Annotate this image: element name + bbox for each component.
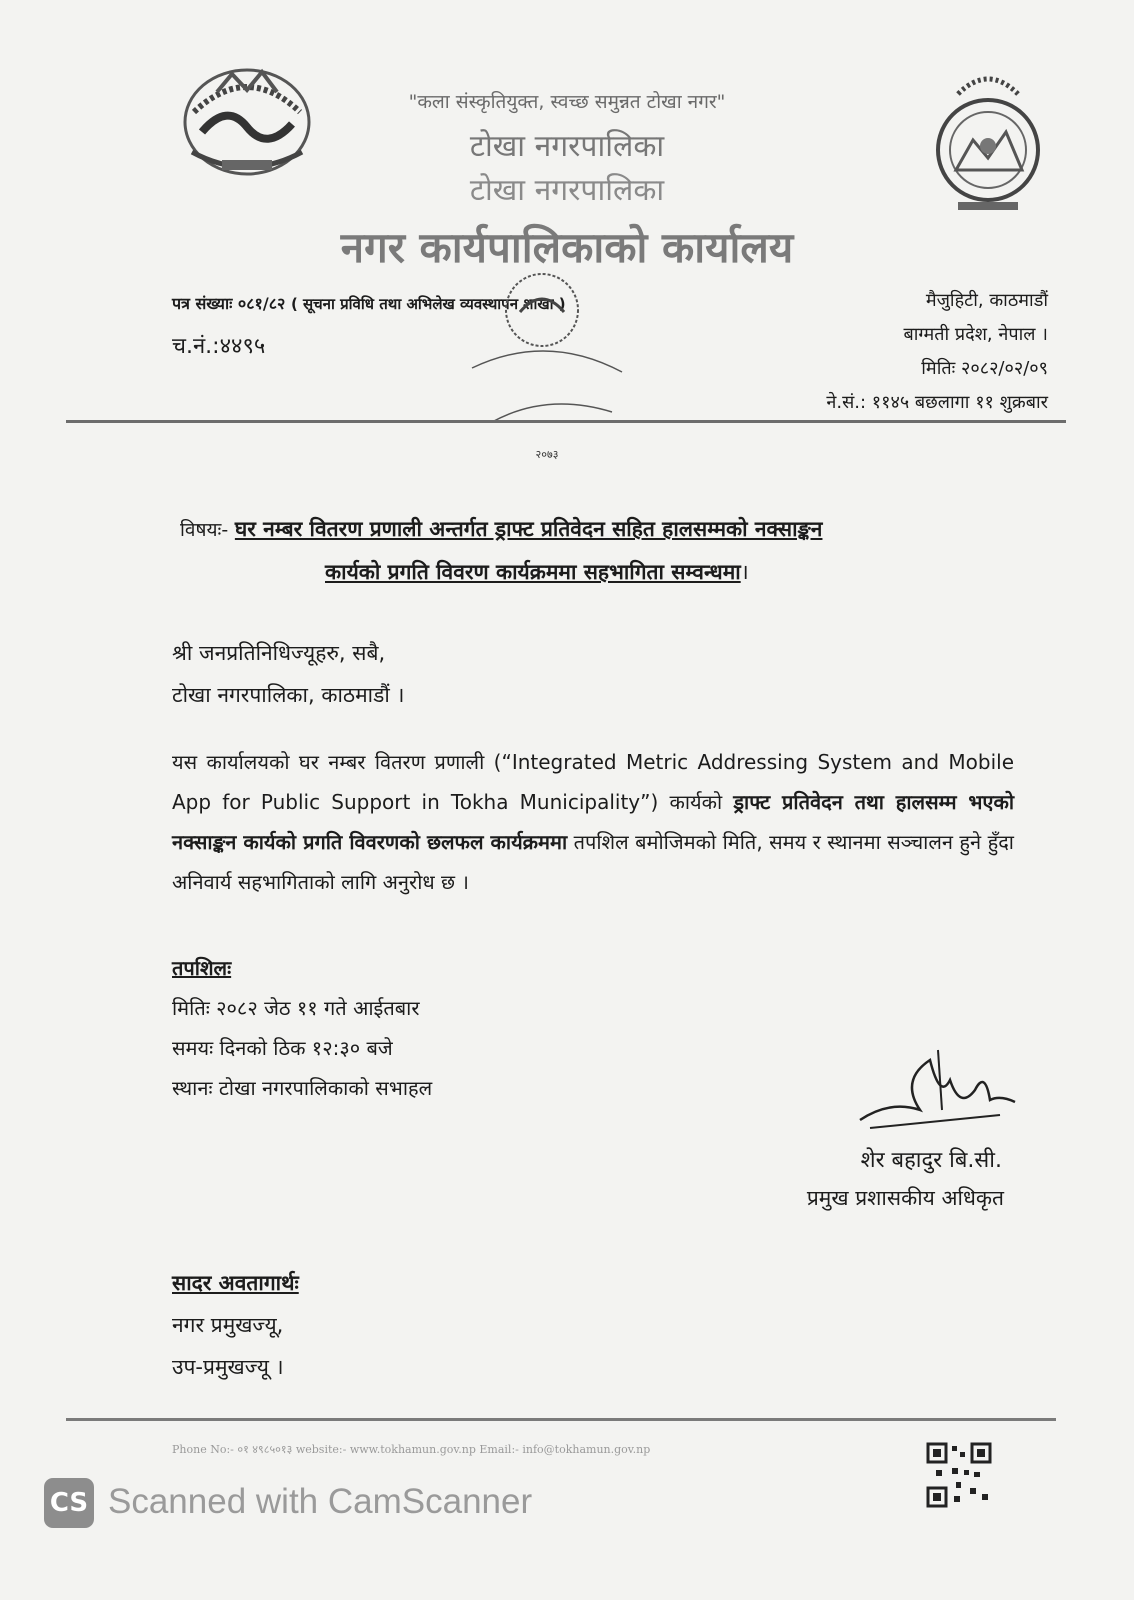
signatory-name: शेर बहादुर बि.सी. xyxy=(860,1148,1002,1173)
cc-line-1: नगर प्रमुखज्यू, xyxy=(172,1313,284,1337)
event-venue: स्थानः टोखा नगरपालिकाको सभाहल xyxy=(172,1076,433,1100)
footer-divider xyxy=(66,1418,1056,1421)
addressee-line-2: टोखा नगरपालिका, काठमाडौं । xyxy=(172,683,405,707)
addressee-block xyxy=(172,632,404,716)
ref-number-value: ०८१/८२ xyxy=(237,294,286,313)
subject-label: विषयः- xyxy=(180,519,229,541)
municipality-motto: "कला संस्कृतियुक्त, स्वच्छ समुन्नत टोखा नगर" xyxy=(408,91,726,113)
event-date: मितिः २०८२ जेठ ११ गते आईतबार xyxy=(172,996,420,1020)
office-title: नगर कार्यपालिकाको कार्यालय xyxy=(340,223,794,272)
dispatch-number xyxy=(172,330,265,360)
dispatch-number-label: च.नं.: xyxy=(172,334,220,359)
event-time: समयः दिनको ठिक १२:३० बजे xyxy=(172,1036,393,1060)
subject-line-1: घर नम्बर वितरण प्रणाली अन्तर्गत ड्राफ्ट प्रतिवेदन सहित हालसम्मको नक्साङ्कन xyxy=(234,517,823,541)
signatory-title: प्रमुख प्रशासकीय अधिकृत xyxy=(806,1186,1004,1210)
nepal-sambat-date: ने.सं.: ११४५ बछलागा ११ शुक्रबार xyxy=(826,392,1048,413)
official-seal-stamp xyxy=(462,272,632,462)
municipality-logo-icon xyxy=(928,66,1048,216)
cc-line-2: उप-प्रमुखज्यू । xyxy=(172,1355,284,1379)
branch-name: ( सूचना प्रविधि तथा अभिलेख व्यवस्थापन शाखा ) xyxy=(290,295,566,313)
handwritten-signature xyxy=(850,1040,1020,1150)
event-details xyxy=(172,948,432,1108)
office-address-block xyxy=(826,284,1048,420)
address-line-2: बाग्मती प्रदेश, नेपाल । xyxy=(903,324,1048,345)
details-heading: तपशिलः xyxy=(172,956,232,980)
qr-code-icon xyxy=(926,1442,992,1508)
cc-block xyxy=(172,1262,299,1388)
dispatch-number-value: ४४९५ xyxy=(219,334,266,359)
body-part-2: तपशिल बमोजिमको मिति, समय र स्थानमा सञ्चालन हुने हुँदा अनिवार्य सहभागिताको लागि अनुरोध छ । xyxy=(172,830,1014,894)
ref-number-label: पत्र संख्याः xyxy=(172,294,233,313)
body-part-1: यस कार्यालयको घर नम्बर वितरण प्रणाली (“Integrated Metric Addressing System and Mobile App for Public Support in Tokha Municipality”) कार्यको xyxy=(172,750,1014,814)
footer-contact-info: Phone No:- ०१ ४९८५०१३ website:- www.tokhamun.gov.np Email:- info@tokhamun.gov.np xyxy=(172,1443,651,1456)
letter-subject xyxy=(180,508,1020,593)
cc-heading: सादर अवतागार्थः xyxy=(172,1271,299,1295)
svg-text:२०७३: २०७३ xyxy=(535,448,559,461)
letter-body xyxy=(172,742,1014,902)
body-bold-part: ड्राफ्ट प्रतिवेदन तथा हालसम्म भएको नक्साङ्कन कार्यको प्रगति विवरणको छलफल कार्यक्रममा xyxy=(172,790,1014,854)
camscanner-logo-icon: CS xyxy=(44,1478,94,1528)
municipality-name-alt: टोखा नगरपालिका xyxy=(469,173,665,208)
subject-line-2: कार्यको प्रगति विवरण कार्यक्रममा सहभागिता सम्वन्धमा xyxy=(325,560,741,584)
subject-end: । xyxy=(740,560,749,584)
address-line-1: मैजुहिटी, काठमाडौं xyxy=(925,290,1048,311)
municipality-name: टोखा नगरपालिका xyxy=(469,129,665,164)
date-label: मितिः xyxy=(921,358,956,379)
date-value: २०८२/०२/०९ xyxy=(960,358,1048,379)
header-divider xyxy=(66,420,1066,423)
letter-date xyxy=(826,352,1048,386)
scanner-watermark: Scanned with CamScanner xyxy=(108,1482,533,1521)
addressee-line-1: श्री जनप्रतिनिधिज्यूहरु, सबै, xyxy=(172,641,386,665)
